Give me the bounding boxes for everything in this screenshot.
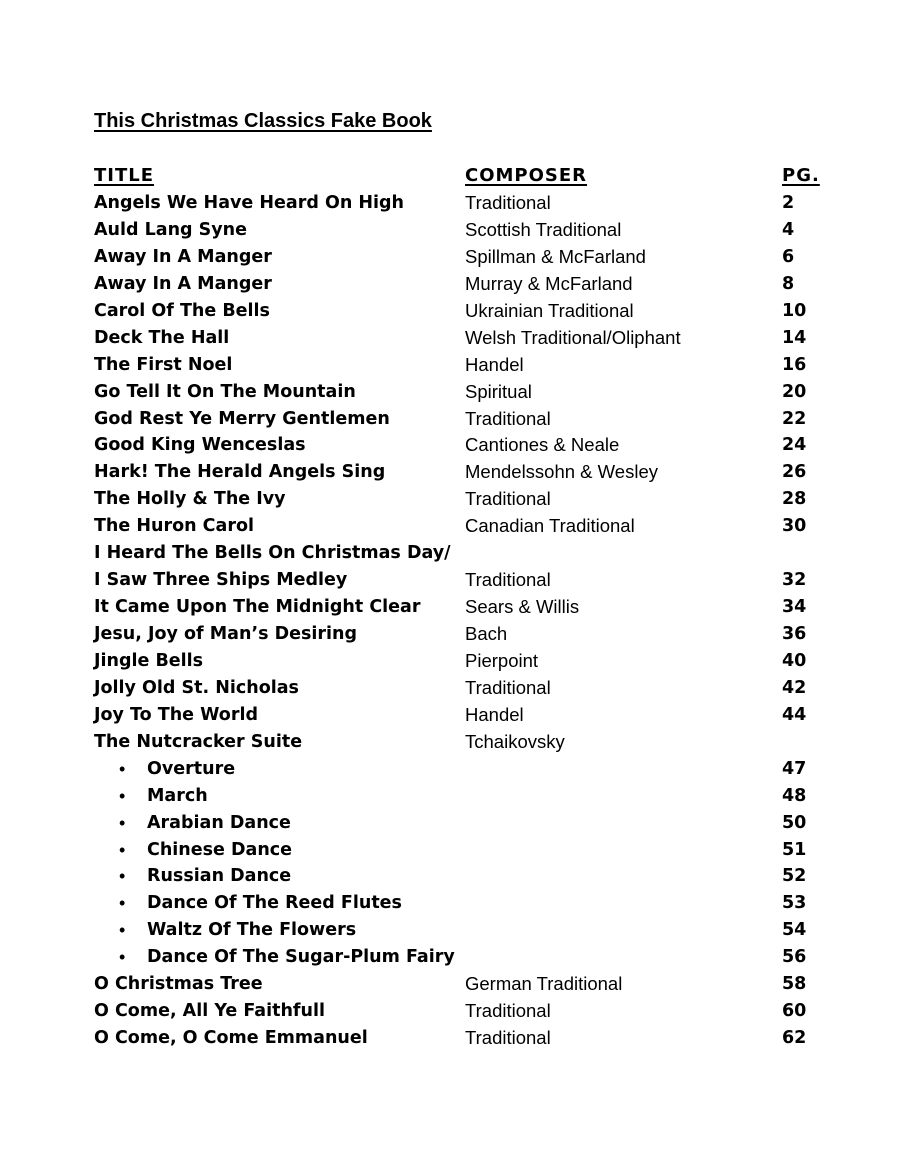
sub-entry-row (0, 837, 900, 864)
song-page-number: 34 (782, 597, 807, 618)
song-row (0, 702, 900, 729)
song-title: Angels We Have Heard On High (94, 193, 405, 213)
song-page-number: 14 (782, 327, 807, 348)
song-page-number: 30 (782, 516, 807, 537)
sub-entry-row (0, 917, 900, 944)
song-title: The Holly & The Ivy (94, 489, 286, 510)
song-composer: Traditional (465, 1027, 551, 1049)
song-page-number: 4 (782, 219, 795, 240)
song-page-number: 32 (782, 570, 807, 591)
song-composer: Canadian Traditional (465, 515, 635, 537)
song-row (0, 594, 900, 621)
bullet-icon: • (119, 812, 126, 833)
song-composer: Spiritual (465, 380, 532, 402)
song-row (0, 998, 900, 1025)
song-title: The Huron Carol (94, 516, 254, 537)
song-page-number: 40 (782, 650, 807, 671)
song-title: Auld Lang Syne (94, 219, 247, 240)
song-page-number: 44 (782, 704, 807, 725)
song-composer: Traditional (465, 192, 551, 213)
song-composer: Sears & Willis (465, 596, 580, 618)
song-page-number: 50 (782, 812, 807, 833)
song-row (0, 190, 900, 217)
song-title: Arabian Dance (147, 812, 291, 833)
song-page-number: 28 (782, 489, 807, 510)
song-composer: Pierpoint (465, 649, 539, 671)
song-page-number: 16 (782, 354, 807, 375)
song-row (0, 513, 900, 540)
song-title: God Rest Ye Merry Gentlemen (94, 408, 390, 429)
song-row (0, 486, 900, 513)
song-composer: Ukrainian Traditional (465, 299, 634, 321)
song-row (0, 1025, 900, 1052)
song-page-number: 8 (782, 273, 795, 294)
song-page-number: 36 (782, 624, 807, 644)
song-page-number: 10 (782, 300, 807, 321)
song-title: The Nutcracker Suite (94, 731, 303, 752)
song-page-number: 48 (782, 785, 807, 806)
song-title: Dance Of The Sugar-Plum Fairy (147, 947, 455, 968)
song-title: Deck The Hall (94, 327, 230, 348)
song-page-number: 2 (782, 193, 795, 213)
song-title: March (147, 785, 208, 806)
song-page-number: 60 (782, 1001, 807, 1022)
song-page-number: 20 (782, 381, 807, 402)
song-page-number: 58 (782, 974, 807, 995)
song-title: Jesu, Joy of Man’s Desiring (94, 624, 358, 644)
song-composer: Murray & McFarland (465, 272, 633, 294)
song-title: Russian Dance (147, 866, 292, 887)
sub-entry-row (0, 756, 900, 783)
song-title: Waltz Of The Flowers (147, 920, 357, 941)
song-page-number: 53 (782, 893, 807, 914)
song-title: Carol Of The Bells (94, 300, 270, 321)
song-page-number: 52 (782, 866, 807, 887)
song-page-number: 42 (782, 677, 807, 698)
song-page-number: 24 (782, 435, 807, 456)
song-composer: Cantiones & Neale (465, 434, 620, 456)
song-title: Jingle Bells (94, 650, 204, 671)
sub-entry-row (0, 944, 900, 971)
song-row (0, 379, 900, 406)
song-page-number: 54 (782, 920, 807, 941)
song-composer: Handel (465, 703, 524, 725)
song-row (0, 459, 900, 486)
song-composer: Bach (465, 623, 508, 644)
song-row (0, 406, 900, 433)
song-row (0, 217, 900, 244)
song-title: Hark! The Herald Angels Sing (94, 462, 386, 483)
song-page-number: 56 (782, 947, 807, 968)
song-composer: Mendelssohn & Wesley (465, 461, 658, 483)
bullet-icon: • (119, 785, 126, 806)
song-page-number: 51 (782, 839, 807, 860)
song-row (0, 675, 900, 702)
song-composer: Scottish Traditional (465, 218, 622, 240)
song-row (0, 432, 900, 459)
column-header-page: PG. (782, 165, 820, 186)
sub-entry-row (0, 783, 900, 810)
song-page-number: 47 (782, 758, 807, 779)
song-row (0, 729, 900, 756)
song-row (0, 271, 900, 298)
song-page-number: 22 (782, 408, 807, 429)
song-row (0, 621, 900, 648)
song-composer: Handel (465, 353, 524, 375)
song-row (0, 971, 900, 998)
song-composer: Traditional (465, 676, 551, 698)
song-row (0, 352, 900, 379)
song-composer: Tchaikovsky (465, 730, 565, 752)
bullet-icon: • (119, 839, 126, 860)
song-composer: Welsh Traditional/Oliphant (465, 326, 681, 348)
song-composer: Traditional (465, 488, 551, 510)
song-title: Chinese Dance (147, 839, 293, 860)
song-title: Joy To The World (94, 704, 258, 725)
song-title: Overture (147, 758, 236, 779)
song-title: Good King Wenceslas (94, 435, 306, 456)
song-title: Away In A Manger (94, 273, 272, 294)
song-title: I Heard The Bells On Christmas Day/ (94, 543, 451, 564)
bullet-icon: • (119, 758, 126, 779)
song-title: O Come, O Come Emmanuel (94, 1028, 368, 1049)
bullet-icon: • (119, 920, 126, 941)
bullet-icon: • (119, 866, 126, 887)
song-list (0, 190, 900, 1052)
song-title: Go Tell It On The Mountain (94, 381, 356, 402)
song-row (0, 298, 900, 325)
song-row (0, 325, 900, 352)
column-header-composer: COMPOSER (465, 165, 588, 186)
song-title: I Saw Three Ships Medley (94, 570, 348, 591)
song-page-number: 62 (782, 1028, 807, 1049)
song-composer: Spillman & McFarland (465, 245, 646, 267)
song-title: The First Noel (94, 354, 233, 375)
song-title: O Christmas Tree (94, 974, 263, 995)
document-title: This Christmas Classics Fake Book (94, 110, 432, 132)
song-title: Dance Of The Reed Flutes (147, 893, 402, 914)
bullet-icon: • (119, 947, 126, 968)
sub-entry-row (0, 890, 900, 917)
song-title: Away In A Manger (94, 246, 272, 267)
song-row (0, 540, 900, 567)
song-composer: German Traditional (465, 973, 623, 995)
song-composer: Traditional (465, 407, 551, 429)
song-composer: Traditional (465, 569, 551, 591)
song-row (0, 244, 900, 271)
sub-entry-row (0, 810, 900, 837)
sub-entry-row (0, 863, 900, 890)
song-page-number: 6 (782, 246, 795, 267)
column-header-title: TITLE (94, 165, 155, 186)
song-row (0, 567, 900, 594)
song-title: It Came Upon The Midnight Clear (94, 597, 421, 618)
song-title: Jolly Old St. Nicholas (94, 677, 299, 698)
bullet-icon: • (119, 893, 126, 914)
song-row (0, 648, 900, 675)
song-composer: Traditional (465, 1000, 551, 1022)
song-title: O Come, All Ye Faithfull (94, 1001, 325, 1022)
song-page-number: 26 (782, 462, 807, 483)
